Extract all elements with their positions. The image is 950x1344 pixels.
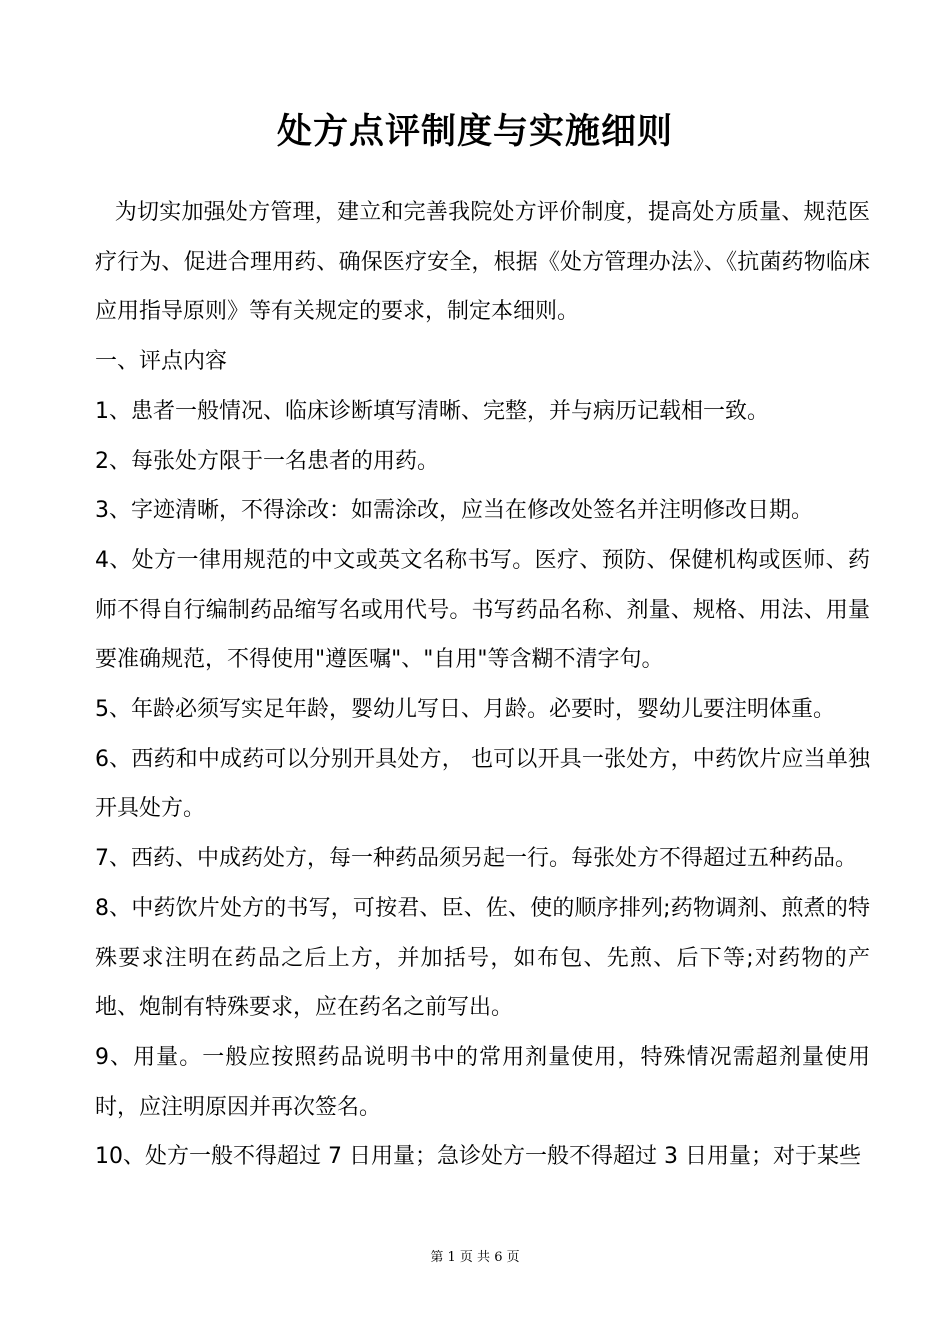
section-heading: 一、评点内容: [95, 349, 228, 375]
intro-paragraph: 为切实加强处方管理，建立和完善我院处方评价制度，提高处方质量、规范医疗行为、促进合理用药、确保医疗安全，根据《处方管理办法》、《抗菌药物临床应用指导原则》等有关规定的要求，制定本细则。: [95, 200, 870, 325]
list-item: 8、中药饮片处方的书写，可按君、臣、佐、使的顺序排列;药物调剂、煎煮的特殊要求注明在药品之后上方，并加括号，如布包、先煎、后下等;对药物的产地、炮制有特殊要求，应在药名之前写出。: [95, 895, 870, 1021]
page-number: 第 1 页 共 6 页: [430, 1250, 520, 1265]
list-item: 1、患者一般情况、临床诊断填写清晰、完整，并与病历记载相一致。: [95, 398, 769, 424]
list-item: 2、每张处方限于一名患者的用药。: [95, 448, 439, 474]
document-title: 处方点评制度与实施细则: [276, 112, 673, 152]
document-body: [95, 188, 870, 1182]
list-item: 4、处方一律用规范的中文或英文名称书写。医疗、预防、保健机构或医师、药师不得自行编制药品缩写名或用代号。书写药品名称、剂量、规格、用法、用量要准确规范，不得使用"遵医嘱"、"自用"等含糊不清字句。: [95, 547, 870, 673]
list-item: 9、用量。一般应按照药品说明书中的常用剂量使用，特殊情况需超剂量使用时，应注明原因并再次签名。: [95, 1044, 870, 1120]
list-item: 7、西药、中成药处方，每一种药品须另起一行。每张处方不得超过五种药品。: [95, 846, 857, 872]
list-item: 5、年龄必须写实足年龄，婴幼儿写日、月龄。必要时，婴幼儿要注明体重。: [95, 697, 835, 723]
list-item: 3、字迹清晰，不得涂改：如需涂改，应当在修改处签名并注明修改日期。: [95, 498, 813, 524]
list-item: 6、西药和中成药可以分别开具处方， 也可以开具一张处方，中药饮片应当单独开具处方。: [95, 746, 870, 822]
list-item: 10、处方一般不得超过 7 日用量；急诊处方一般不得超过 3 日用量；对于某些: [95, 1144, 861, 1170]
